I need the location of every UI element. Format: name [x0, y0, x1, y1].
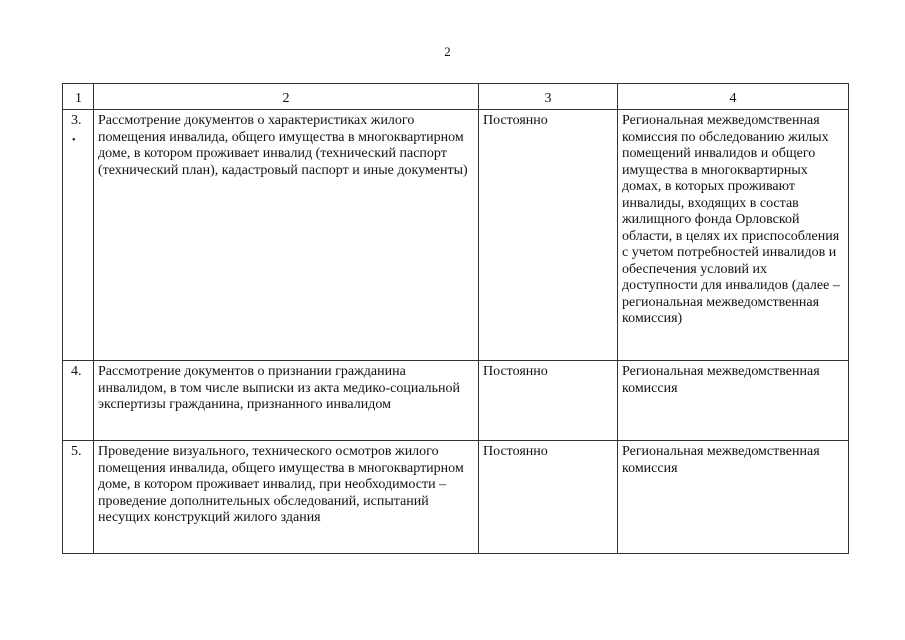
- row-responsible: Региональная межведомственная комиссия по обследованию жилых помещений инвалидов и общего имущества в многоквартирных домах, в которых проживают инвалиды, входящих в состав жилищного фонда Орловской области, в целях их приспособления с учетом потребностей инвалидов и обеспечения условий их доступности для инвалидов (далее – региональная межведомственная комиссия): [618, 110, 849, 361]
- header-col-3: 3: [479, 84, 618, 110]
- row-number-cell: [63, 110, 94, 361]
- row-number: 5.: [63, 441, 94, 554]
- row-period: Постоянно: [479, 110, 618, 361]
- table-header-row: [63, 84, 849, 110]
- row-description: Рассмотрение документов о характеристиках жилого помещения инвалида, общего имущества в многоквартирном доме, в котором проживает инвалид (технический паспорт (технический план), кадастровый паспорт и иные документы): [94, 110, 479, 361]
- table-row: [63, 441, 849, 554]
- row-number: 4.: [63, 361, 94, 441]
- header-col-1: 1: [63, 84, 94, 110]
- scan-dot: •: [72, 134, 76, 146]
- row-period: Постоянно: [479, 361, 618, 441]
- row-description: Проведение визуального, технического осмотров жилого помещения инвалида, общего имущества в многоквартирном доме, в котором проживает инвалид, при необходимости – проведение дополнительных обследований, испытаний несущих конструкций жилого здания: [94, 441, 479, 554]
- row-period: Постоянно: [479, 441, 618, 554]
- activities-table: [62, 83, 849, 554]
- table-row: [63, 361, 849, 441]
- page-number: 2: [444, 44, 451, 59]
- header-col-2: 2: [94, 84, 479, 110]
- table-row: [63, 110, 849, 361]
- row-responsible: Региональная межведомственная комиссия: [618, 441, 849, 554]
- row-number: 3.: [71, 113, 82, 128]
- row-responsible: Региональная межведомственная комиссия: [618, 361, 849, 441]
- header-col-4: 4: [618, 84, 849, 110]
- row-description: Рассмотрение документов о признании гражданина инвалидом, в том числе выписки из акта медико-социальной экспертизы гражданина, признанного инвалидом: [94, 361, 479, 441]
